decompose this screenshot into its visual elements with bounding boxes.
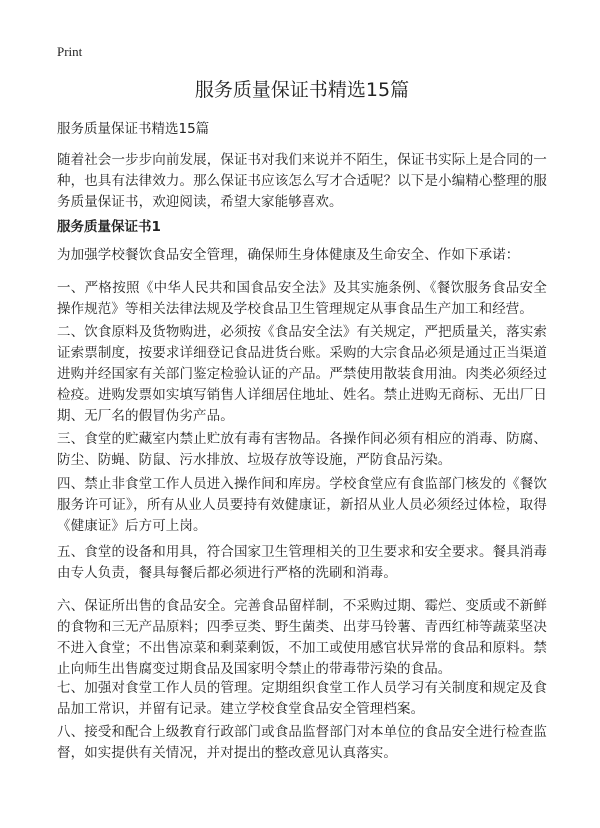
document-subtitle: 服务质量保证书精选15篇 bbox=[57, 121, 210, 137]
paragraph-6: 六、保证所出售的食品安全。完善食品留样制，不采购过期、霉烂、变质或不新鲜的食物和三无产品原料；四季豆类、野生菌类、出芽马铃薯、青西红柿等蔬菜坚决不进入食堂；不出售凉菜和剩菜剩饭，不加工或使用感官状异常的食品和原料。禁止向师生出售腐变过期食品及国家明令禁止的带毒带污染的食品。 bbox=[57, 598, 547, 677]
paragraph-4: 四、禁止非食堂工作人员进入操作间和库房。学校食堂应有食监部门核发的《餐饮服务许可证》，所有从业人员要持有效健康证，新招从业人员必须经过体检，取得《健康证》后方可上岗。 bbox=[57, 476, 547, 534]
document-title: 服务质量保证书精选15篇 bbox=[194, 79, 410, 101]
intro-paragraph: 随着社会一步步向前发展，保证书对我们来说并不陌生，保证书实际上是合同的一种，也具有法律效力。那么保证书应该怎么写才合适呢？以下是小编精心整理的服务质量保证书，欢迎阅读，希望大家能够喜欢。 bbox=[57, 152, 547, 210]
paragraph-5: 五、食堂的设备和用具，符合国家卫生管理相关的卫生要求和安全要求。餐具消毒由专人负责，餐具每餐后都必须进行严格的洗刷和消毒。 bbox=[57, 544, 547, 581]
paragraph-7: 七、加强对食堂工作人员的管理。定期组织食堂工作人员学习有关制度和规定及食品加工常识，并留有记录。建立学校食堂食品安全管理档案。 bbox=[57, 680, 547, 717]
print-link[interactable]: Print bbox=[57, 44, 83, 59]
paragraph-3: 三、食堂的贮藏室内禁止贮放有毒有害物品。各操作间必须有相应的消毒、防腐、防尘、防蝇、防鼠、污水排放、垃圾存放等设施，严防食品污染。 bbox=[57, 431, 547, 468]
paragraph-0: 为加强学校餐饮食品安全管理，确保师生身体健康及生命安全、作如下承诺： bbox=[57, 247, 520, 263]
paragraph-2: 二、饮食原料及货物购进，必须按《食品安全法》有关规定，严把质量关，落实索证索票制度，按要求详细登记食品进货台账。采购的大宗食品必须是通过正当渠道进购并经国家有关部门鉴定检验认证的产品。严禁使用散装食用油。肉类必须经过检疫。进购发票如实填写销售人详细居住地址、姓名。禁止进购无商标、无出厂日期、无厂名的假冒伪劣产品。 bbox=[57, 324, 547, 424]
paragraph-8: 八、接受和配合上级教育行政部门或食品监督部门对本单位的食品安全进行检查监督，如实提供有关情况，并对提出的整改意见认真落实。 bbox=[57, 724, 547, 761]
section-heading: 服务质量保证书1 bbox=[57, 219, 161, 235]
paragraph-1: 一、严格按照《中华人民共和国食品安全法》及其实施条例、《餐饮服务食品安全操作规范》等相关法律法规及学校食品卫生管理规定从事食品生产加工和经营。 bbox=[57, 280, 547, 317]
